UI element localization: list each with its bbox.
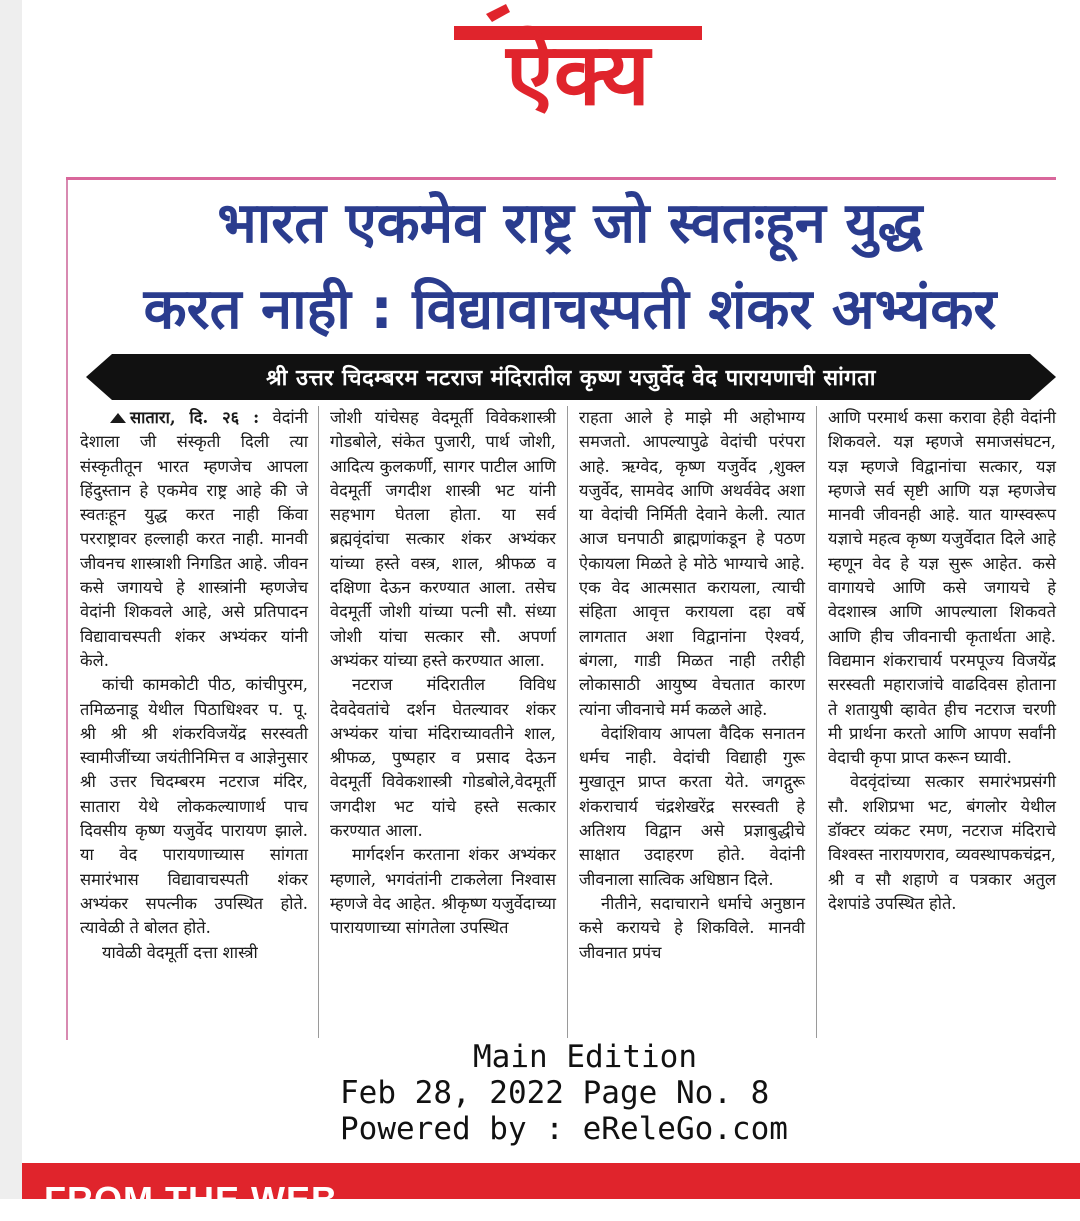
article-column-1 (80, 406, 308, 1038)
article-paragraph: नटराज मंदिरातील विविध देवदेवतांचे दर्शन घेतल्यावर शंकर अभ्यंकर यांचा मंदिराच्यावतीने शाल, श्रीफळ, पुष्पहार व प्रसाद देऊन वेदमूर्ती विवेकशास्त्री गोडबोले,वेदमूर्ती जगदीश भट यांचे हस्ते सत्कार करण्यात आला. (330, 675, 556, 841)
article-column-3 (579, 406, 805, 1038)
top-divider-rule (66, 177, 1056, 180)
article-paragraph: मार्गदर्शन करताना शंकर अभ्यंकर म्हणाले, भगवंतांनी टाकलेला निश्वास म्हणजे वेद आहेत. श्रीकृष्ण यजुर्वेदाच्या पारायणाच्या सांगतेला उपस्थित (330, 845, 556, 938)
left-margin-strip (0, 0, 22, 1199)
headline-line-1: भारत एकमेव राष्ट्र जो स्वतःहून युद्ध (217, 191, 923, 256)
subheadline-text: श्री उत्तर चिदम्बरम नटराज मंदिरातील कृष्ण यजुर्वेद वेद पारायणाची सांगता (266, 366, 876, 391)
from-the-web-bar[interactable] (22, 1163, 1080, 1220)
dateline: सातारा, दि. २६ : (130, 408, 260, 427)
from-the-web-label: FROM THE WEB (44, 1179, 338, 1220)
column-separator (816, 406, 817, 1038)
headline-line-2: करत नाही : विद्यावाचस्पती शंकर अभ्यंकर (143, 277, 997, 342)
article-paragraph: वेदांशिवाय आपला वैदिक सनातन धर्मच नाही. वेदांची विद्याही गुरू मुखातून प्राप्त करता येते. जगद्गुरू शंकराचार्य चंद्रशेखरेंद्र सरस्वती हे अतिशय विद्वान असे प्रज्ञाबुद्धीचे साक्षात उदाहरण होते. वेदांनी जीवनाला सात्विक अधिष्ठान दिले. (579, 723, 805, 889)
article-paragraph: कांची कामकोटी पीठ, कांचीपुरम, तमिळनाडू येथील पिठाधिश्वर प. पू. श्री श्री श्री शंकरविजयेंद्र सरस्वती स्वामीजींच्या जयंतीनिमित्त व आज्ञेनुसार श्री उत्तर चिदम्बरम नटराज मंदिर, सातारा येथे लोककल्याणार्थ पाच दिवसीय कृष्ण यजुर्वेद पारायण झाले. या वेद पारायणाच्यास सांगता समारंभास विद्यावाचस्पती शंकर अभ्यंकर सपत्नीक उपस्थित होते. त्यावेळी ते बोलत होते. (80, 675, 308, 938)
article-body (76, 406, 1060, 1038)
article-paragraph: नीतीने, सदाचाराने धर्माचे अनुष्ठान कसे करायचे हे शिकविले. मानवी जीवनात प्रपंच (579, 893, 805, 962)
clip-left-border (66, 180, 68, 1040)
article-paragraph: सातारा, दि. २६ : वेदांनी देशाला जी संस्कृती दिली त्या संस्कृतीतून भारत म्हणजेच आपला हिंदुस्तान हे एकमेव राष्ट्र आहे की जे स्वतःहून युद्ध करत नाही किंवा परराष्ट्रावर हल्लाही करत नाही. मानवी जीवनच शास्त्राशी निगडित आहे. जीवन कसे जगायचे हे शास्त्रांनी म्हणजेच वेदांनी शिकवले आहे, असे प्रतिपादन विद्यावाचस्पती शंकर अभ्यंकर यांनी केले. (80, 408, 308, 670)
masthead-logo (448, 0, 708, 125)
article-paragraph: राहता आले हे माझे मी अहोभाग्य समजतो. आपल्यापुढे वेदांची परंपरा आहे. ऋग्वेद, कृष्ण यजुर्वेद ,शुक्ल यजुर्वेद, सामवेद आणि अथर्ववेद अशा या वेदांची निर्मिती देवाने केली. त्यात आज घनपाठी ब्राह्मणांकडून हे पठण ऐकायला मिळते हे मोठे भाग्याचे आहे. एक वेद आत्मसात करायला, त्याची संहिता आवृत्त करायला दहा वर्षे लागतात अशा विद्वानांना ऐश्वर्य, बंगला, गाडी मिळत नाही तरीही लोकासाठी आयुष्य वेचतात कारण त्यांना जीवनाचे मर्म कळले आहे. (579, 408, 805, 719)
article-column-4 (828, 406, 1056, 1038)
article-paragraph: वेदवृंदांच्या सत्कार समारंभप्रसंगी सौ. शशिप्रभा भट, बंगलोर येथील डॉक्टर व्यंकट रमण, नटराज मंदिराचे विश्वस्त नारायणराव, व्यवस्थापकचंद्रन, श्री व सौ शहाणे व पत्रकार अतुल देशपांडे उपस्थित होते. (828, 772, 1056, 913)
date-page-label: Feb 28, 2022 Page No. 8 (340, 1075, 770, 1111)
edition-label: Main Edition (473, 1039, 697, 1075)
column-separator (567, 406, 568, 1038)
article-paragraph: जोशी यांचेसह वेदमूर्ती विवेकशास्त्री गोडबोले, संकेत पुजारी, पार्थ जोशी, आदित्य कुलकर्णी, सागर पाटील आणि वेदमूर्ती जगदीश शास्त्री भट यांनी सहभाग घेतला होता. या सर्व ब्रह्मवृंदांचा सत्कार शंकर अभ्यंकर यांच्या हस्ते वस्त्र, शाल, श्रीफळ व दक्षिणा देऊन करण्यात आला. तसेच वेदमूर्ती जोशी यांच्या पत्नी सौ. संध्या जोशी यांचा सत्कार सौ. अपर्णा अभ्यंकर यांच्या हस्ते करण्यात आला. (330, 408, 556, 670)
svg-text:ऐक्य: ऐक्य (506, 25, 650, 125)
article-column-2 (330, 406, 556, 1038)
triangle-marker-icon (110, 413, 126, 423)
aikya-logo-graphic (448, 0, 708, 125)
subheadline-banner (86, 354, 1056, 400)
article-paragraph: आणि परमार्थ कसा करावा हेही वेदांनी शिकवले. यज्ञ म्हणजे समाजसंघटन, यज्ञ म्हणजे विद्वानांचा सत्कार, यज्ञ म्हणजे सर्व सृष्टी आणि यज्ञ म्हणजेच मानवी जीवनही आहे. यात याग्स्वरूप यज्ञाचे महत्व कृष्ण यजुर्वेदात दिले आहे म्हणून वेद हे यज्ञ सुरू आहेत. कसे वागायचे आणि कसे जगायचे हे वेदशास्त्र आणि आपल्याला शिकवते आणि हीच जीवनाची कृतार्थता आहे. विद्यमान शंकराचार्य परमपूज्य विजयेंद्र सरस्वती महाराजांचे वाढदिवस होताना ते शतायुषी व्हावेत हीच नटराज चरणी मी प्रार्थना करतो आणि आपण सर्वांनी वेदाची कृपा प्राप्त करून घ्यावी. (828, 408, 1056, 768)
powered-by-label: Powered by : eReleGo.com (340, 1111, 788, 1147)
article-paragraph: यावेळी वेदमूर्ती दत्ता शास्त्री (102, 942, 258, 962)
column-separator (318, 406, 319, 1038)
